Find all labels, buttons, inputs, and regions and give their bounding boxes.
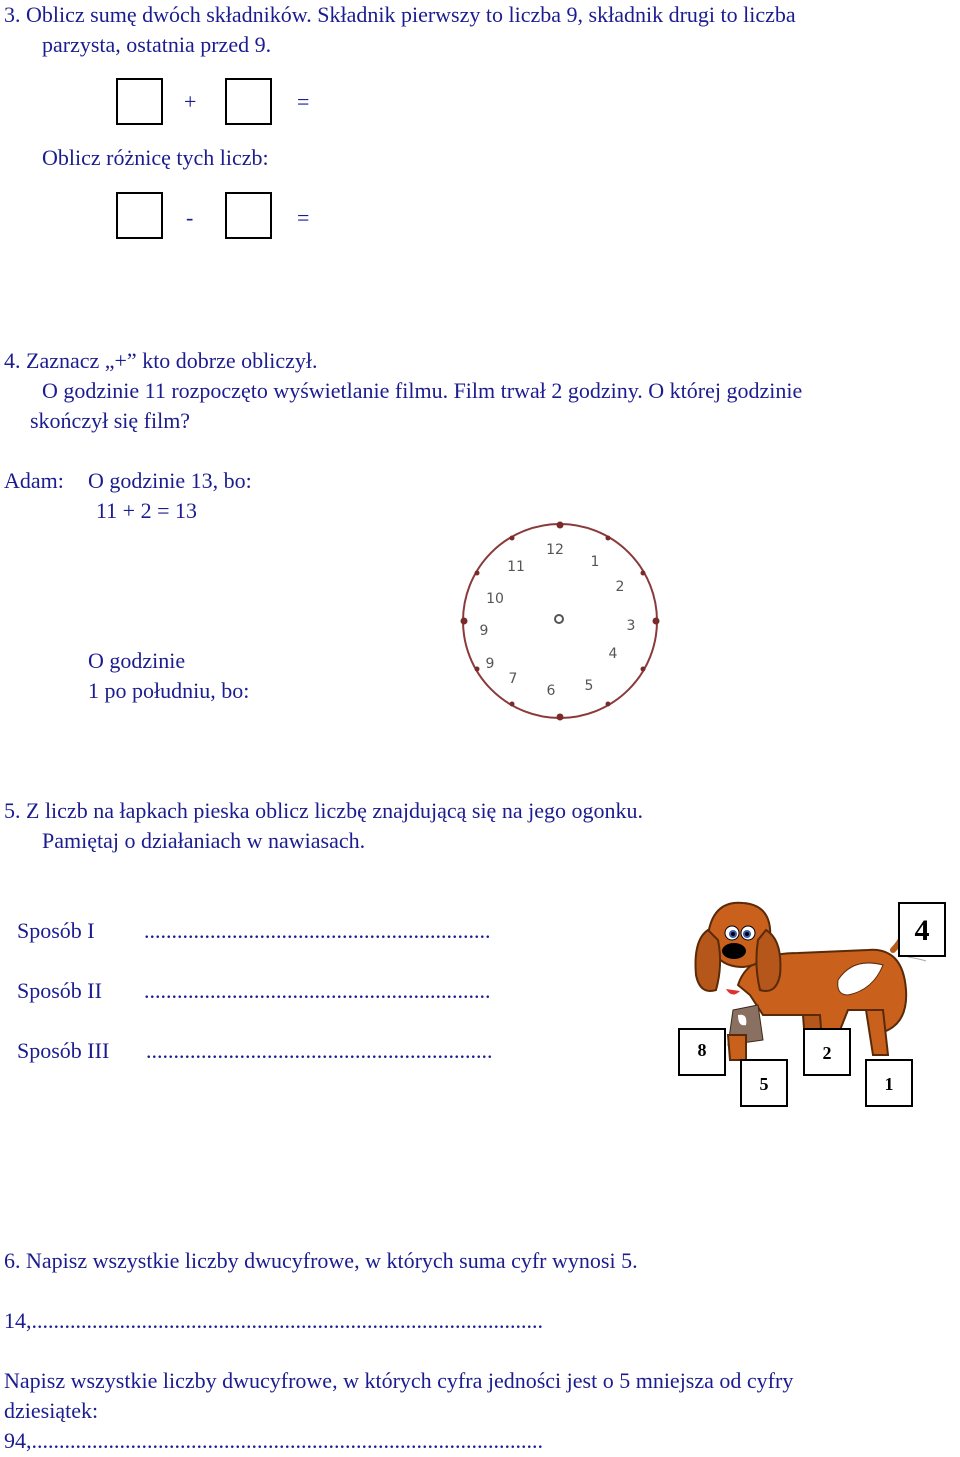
plus-sign: + (184, 89, 197, 114)
way1-answer-line[interactable]: ............................................................... (144, 918, 491, 943)
addend2-box[interactable] (225, 78, 272, 125)
adam-label: Adam: (4, 468, 64, 493)
clock-number: 1 (590, 554, 600, 570)
task4-line1: 4. Zaznacz „+” kto dobrze obliczył. (4, 348, 318, 373)
difference-prompt: Oblicz różnicę tych liczb: (42, 145, 269, 170)
clock-number: 7 (508, 671, 518, 687)
task6-answer2[interactable]: 94,............................................................................................. (4, 1428, 543, 1453)
minuend-box[interactable] (116, 192, 163, 239)
way2-answer-line[interactable]: ............................................................... (144, 978, 491, 1003)
equals-sign-2: = (297, 205, 310, 230)
other-answer-line2: 1 po południu, bo: (88, 678, 250, 703)
clock-number: 9 (485, 656, 495, 672)
equals-sign: = (297, 89, 310, 114)
paw-number-box: 2 (803, 1028, 851, 1076)
way3-answer-line[interactable]: ............................................................... (146, 1038, 493, 1063)
adam-answer: O godzinie 13, bo: (88, 468, 252, 493)
clock-number: 11 (507, 559, 525, 575)
task4-line3: skończył się film? (30, 408, 191, 433)
task6-line2: Napisz wszystkie liczby dwucyfrowe, w których cyfra jedności jest o 5 mniejsza od cyfry (4, 1368, 794, 1393)
task6-line1: 6. Napisz wszystkie liczby dwucyfrowe, w których suma cyfr wynosi 5. (4, 1248, 638, 1273)
way3-label: Sposób III (17, 1038, 110, 1063)
minus-sign: - (186, 205, 194, 230)
task5-line2: Pamiętaj o działaniach w nawiasach. (42, 828, 366, 853)
task5-line1: 5. Z liczb na łapkach pieska oblicz liczbę znajdującą się na jego ogonku. (4, 798, 643, 823)
task3-line1: 3. Oblicz sumę dwóch składników. Składnik pierwszy to liczba 9, składnik drugi to liczba (4, 2, 796, 27)
clock-number: 2 (615, 579, 625, 595)
clock-number: 10 (486, 591, 504, 607)
clock-face (455, 518, 665, 728)
task6-line3: dziesiątek: (4, 1398, 99, 1423)
paw-number-box: 8 (678, 1028, 726, 1076)
clock-number: 6 (546, 683, 556, 699)
tail-number-box: 4 (898, 902, 946, 957)
clock-number: 4 (608, 646, 618, 662)
task3-line2: parzysta, ostatnia przed 9. (42, 32, 272, 57)
clock-number: 12 (546, 542, 564, 558)
clock-center (555, 615, 563, 623)
clock-number: 9 (479, 623, 489, 639)
clock-number: 3 (626, 618, 636, 634)
paw-number-box: 5 (740, 1059, 788, 1107)
adam-calc: 11 + 2 = 13 (96, 498, 197, 523)
task4-line2: O godzinie 11 rozpoczęto wyświetlanie filmu. Film trwał 2 godziny. O której godzinie (42, 378, 803, 403)
way1-label: Sposób I (17, 918, 95, 943)
subtrahend-box[interactable] (225, 192, 272, 239)
addend1-box[interactable] (116, 78, 163, 125)
task6-answer1[interactable]: 14,............................................................................................. (4, 1308, 543, 1333)
paw-number-box: 1 (865, 1059, 913, 1107)
clock-number: 5 (584, 678, 594, 694)
way2-label: Sposób II (17, 978, 102, 1003)
other-answer-line1: O godzinie (88, 648, 186, 673)
